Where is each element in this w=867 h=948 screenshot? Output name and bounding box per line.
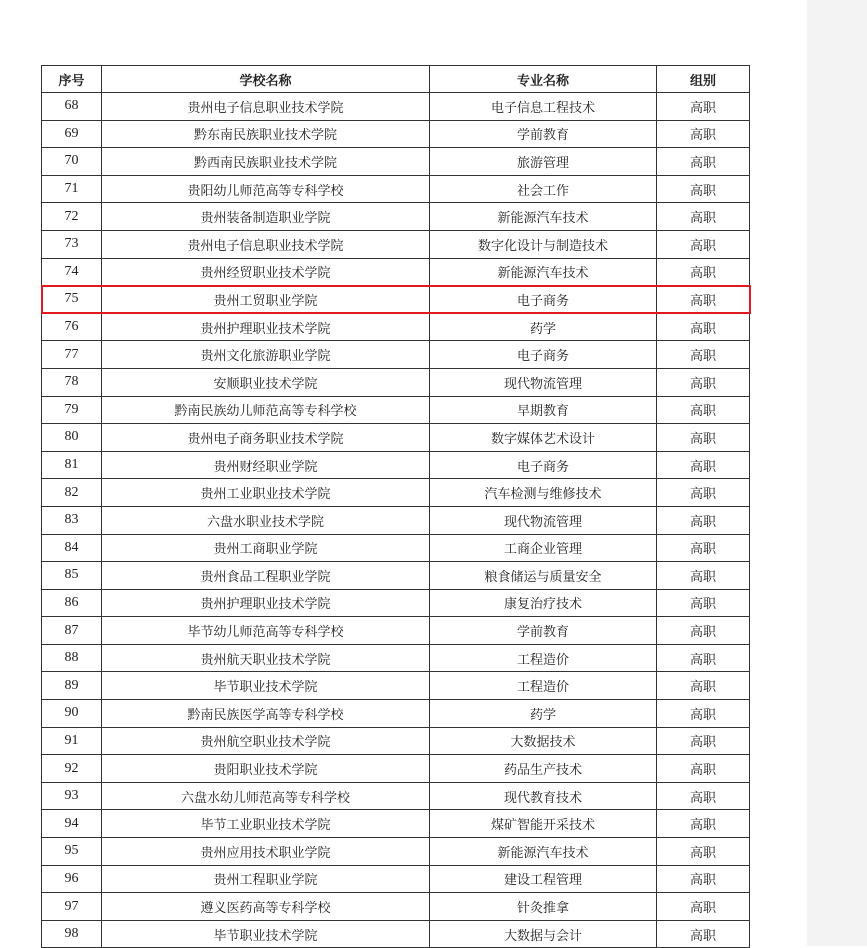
table-row: [42, 368, 750, 396]
major-name-cell: 工程造价: [430, 672, 657, 700]
serial-number-cell: 81: [42, 451, 102, 479]
major-name-cell: 药学: [430, 700, 657, 728]
major-name-cell: 新能源汽车技术: [430, 838, 657, 866]
group-cell: 高职: [657, 451, 750, 479]
table-row: [42, 120, 750, 148]
group-cell: 高职: [657, 230, 750, 258]
school-name-cell: 贵州电子商务职业技术学院: [102, 424, 430, 452]
school-major-table: [41, 65, 750, 948]
serial-number-cell: 86: [42, 589, 102, 617]
header-school-name: 学校名称: [102, 66, 430, 93]
serial-number-cell: 78: [42, 368, 102, 396]
table-row: [42, 672, 750, 700]
major-name-cell: 药学: [430, 313, 657, 341]
serial-number-cell: 72: [42, 203, 102, 231]
major-name-cell: 针灸推拿: [430, 893, 657, 921]
major-name-cell: 新能源汽车技术: [430, 203, 657, 231]
school-name-cell: 毕节幼儿师范高等专科学校: [102, 617, 430, 645]
table-row: [42, 93, 750, 121]
table-row: [42, 506, 750, 534]
serial-number-cell: 79: [42, 396, 102, 424]
table-row: [42, 727, 750, 755]
school-name-cell: 贵州护理职业技术学院: [102, 589, 430, 617]
table-row: [42, 562, 750, 590]
table-row: [42, 286, 750, 314]
table-row: [42, 203, 750, 231]
school-name-cell: 贵州航天职业技术学院: [102, 644, 430, 672]
group-cell: 高职: [657, 368, 750, 396]
serial-number-cell: 68: [42, 93, 102, 121]
table-row: [42, 755, 750, 783]
serial-number-cell: 87: [42, 617, 102, 645]
major-name-cell: 社会工作: [430, 175, 657, 203]
major-name-cell: 电子商务: [430, 451, 657, 479]
school-name-cell: 黔西南民族职业技术学院: [102, 148, 430, 176]
group-cell: 高职: [657, 810, 750, 838]
school-name-cell: 贵阳幼儿师范高等专科学校: [102, 175, 430, 203]
table-row: [42, 230, 750, 258]
school-name-cell: 贵州航空职业技术学院: [102, 727, 430, 755]
major-name-cell: 学前教育: [430, 120, 657, 148]
school-name-cell: 贵州装备制造职业学院: [102, 203, 430, 231]
serial-number-cell: 96: [42, 865, 102, 893]
serial-number-cell: 74: [42, 258, 102, 286]
serial-number-cell: 76: [42, 313, 102, 341]
group-cell: 高职: [657, 120, 750, 148]
table-row: [42, 920, 750, 948]
major-name-cell: 汽车检测与维修技术: [430, 479, 657, 507]
serial-number-cell: 80: [42, 424, 102, 452]
major-name-cell: 数字媒体艺术设计: [430, 424, 657, 452]
group-cell: 高职: [657, 617, 750, 645]
group-cell: 高职: [657, 506, 750, 534]
school-name-cell: 贵州文化旅游职业学院: [102, 341, 430, 369]
group-cell: 高职: [657, 396, 750, 424]
side-panel: [807, 0, 867, 946]
school-name-cell: 贵州财经职业学院: [102, 451, 430, 479]
table-row: [42, 341, 750, 369]
school-name-cell: 贵州工商职业学院: [102, 534, 430, 562]
serial-number-cell: 97: [42, 893, 102, 921]
group-cell: 高职: [657, 479, 750, 507]
school-name-cell: 贵州工贸职业学院: [102, 286, 430, 314]
serial-number-cell: 83: [42, 506, 102, 534]
table-row: [42, 644, 750, 672]
major-name-cell: 早期教育: [430, 396, 657, 424]
school-name-cell: 遵义医药高等专科学校: [102, 893, 430, 921]
group-cell: 高职: [657, 893, 750, 921]
table-row: [42, 865, 750, 893]
major-name-cell: 学前教育: [430, 617, 657, 645]
serial-number-cell: 94: [42, 810, 102, 838]
group-cell: 高职: [657, 700, 750, 728]
school-name-cell: 贵州工业职业技术学院: [102, 479, 430, 507]
group-cell: 高职: [657, 644, 750, 672]
table-row: [42, 396, 750, 424]
serial-number-cell: 77: [42, 341, 102, 369]
school-name-cell: 贵阳职业技术学院: [102, 755, 430, 783]
school-name-cell: 贵州电子信息职业技术学院: [102, 230, 430, 258]
table-row: [42, 617, 750, 645]
group-cell: 高职: [657, 424, 750, 452]
table-row: [42, 810, 750, 838]
table-body: [42, 93, 750, 948]
major-name-cell: 煤矿智能开采技术: [430, 810, 657, 838]
serial-number-cell: 88: [42, 644, 102, 672]
major-name-cell: 数字化设计与制造技术: [430, 230, 657, 258]
table-row: [42, 424, 750, 452]
serial-number-cell: 98: [42, 920, 102, 948]
school-name-cell: 贵州电子信息职业技术学院: [102, 93, 430, 121]
group-cell: 高职: [657, 755, 750, 783]
serial-number-cell: 95: [42, 838, 102, 866]
table-row: [42, 534, 750, 562]
major-name-cell: 电子商务: [430, 286, 657, 314]
major-name-cell: 电子商务: [430, 341, 657, 369]
major-name-cell: 工程造价: [430, 644, 657, 672]
group-cell: 高职: [657, 838, 750, 866]
school-name-cell: 黔南民族医学高等专科学校: [102, 700, 430, 728]
school-name-cell: 贵州食品工程职业学院: [102, 562, 430, 590]
group-cell: 高职: [657, 920, 750, 948]
group-cell: 高职: [657, 313, 750, 341]
school-name-cell: 毕节工业职业技术学院: [102, 810, 430, 838]
header-group: 组别: [657, 66, 750, 93]
group-cell: 高职: [657, 562, 750, 590]
serial-number-cell: 93: [42, 782, 102, 810]
school-name-cell: 黔南民族幼儿师范高等专科学校: [102, 396, 430, 424]
table-row: [42, 838, 750, 866]
serial-number-cell: 75: [42, 286, 102, 314]
group-cell: 高职: [657, 589, 750, 617]
header-major-name: 专业名称: [430, 66, 657, 93]
group-cell: 高职: [657, 341, 750, 369]
major-name-cell: 旅游管理: [430, 148, 657, 176]
table-row: [42, 258, 750, 286]
header-serial-number: 序号: [42, 66, 102, 93]
serial-number-cell: 92: [42, 755, 102, 783]
serial-number-cell: 84: [42, 534, 102, 562]
table-row: [42, 313, 750, 341]
serial-number-cell: 85: [42, 562, 102, 590]
school-name-cell: 贵州工程职业学院: [102, 865, 430, 893]
major-name-cell: 药品生产技术: [430, 755, 657, 783]
major-name-cell: 康复治疗技术: [430, 589, 657, 617]
group-cell: 高职: [657, 148, 750, 176]
major-name-cell: 建设工程管理: [430, 865, 657, 893]
table-row: [42, 451, 750, 479]
table-row: [42, 782, 750, 810]
major-name-cell: 现代教育技术: [430, 782, 657, 810]
school-name-cell: 毕节职业技术学院: [102, 672, 430, 700]
table-row: [42, 175, 750, 203]
major-name-cell: 现代物流管理: [430, 506, 657, 534]
table-header-row: [42, 66, 750, 93]
table-row: [42, 148, 750, 176]
serial-number-cell: 73: [42, 230, 102, 258]
serial-number-cell: 70: [42, 148, 102, 176]
table-row: [42, 589, 750, 617]
group-cell: 高职: [657, 175, 750, 203]
group-cell: 高职: [657, 258, 750, 286]
major-name-cell: 新能源汽车技术: [430, 258, 657, 286]
major-name-cell: 电子信息工程技术: [430, 93, 657, 121]
major-name-cell: 现代物流管理: [430, 368, 657, 396]
group-cell: 高职: [657, 672, 750, 700]
group-cell: 高职: [657, 534, 750, 562]
major-name-cell: 粮食储运与质量安全: [430, 562, 657, 590]
school-name-cell: 贵州经贸职业技术学院: [102, 258, 430, 286]
group-cell: 高职: [657, 865, 750, 893]
group-cell: 高职: [657, 727, 750, 755]
school-name-cell: 黔东南民族职业技术学院: [102, 120, 430, 148]
serial-number-cell: 90: [42, 700, 102, 728]
serial-number-cell: 89: [42, 672, 102, 700]
group-cell: 高职: [657, 286, 750, 314]
major-name-cell: 大数据与会计: [430, 920, 657, 948]
group-cell: 高职: [657, 782, 750, 810]
serial-number-cell: 82: [42, 479, 102, 507]
serial-number-cell: 71: [42, 175, 102, 203]
major-name-cell: 大数据技术: [430, 727, 657, 755]
table-row: [42, 700, 750, 728]
major-name-cell: 工商企业管理: [430, 534, 657, 562]
school-name-cell: 毕节职业技术学院: [102, 920, 430, 948]
group-cell: 高职: [657, 203, 750, 231]
table-row: [42, 479, 750, 507]
table-row: [42, 893, 750, 921]
school-name-cell: 六盘水职业技术学院: [102, 506, 430, 534]
serial-number-cell: 91: [42, 727, 102, 755]
serial-number-cell: 69: [42, 120, 102, 148]
school-name-cell: 贵州应用技术职业学院: [102, 838, 430, 866]
school-name-cell: 安顺职业技术学院: [102, 368, 430, 396]
group-cell: 高职: [657, 93, 750, 121]
school-name-cell: 六盘水幼儿师范高等专科学校: [102, 782, 430, 810]
school-name-cell: 贵州护理职业技术学院: [102, 313, 430, 341]
